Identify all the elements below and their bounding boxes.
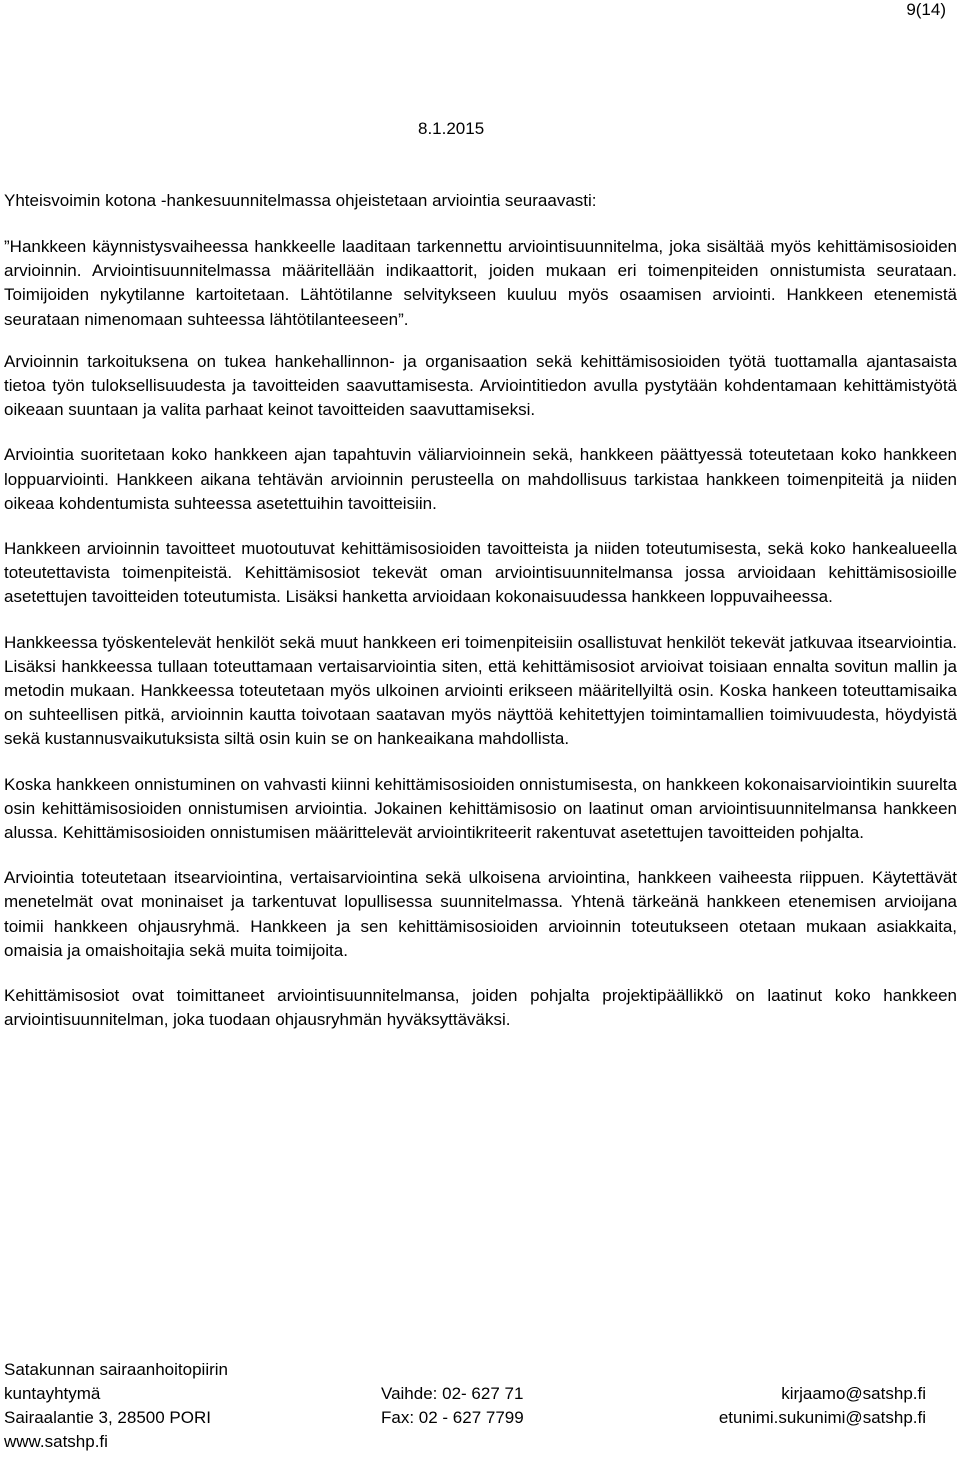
footer-organization <box>4 1358 228 1454</box>
footer-emails <box>719 1382 926 1430</box>
footer-email-pattern: etunimi.sukunimi@satshp.fi <box>718 1408 926 1427</box>
paragraph-quote: ”Hankkeen käynnistysvaiheessa hankkeelle laaditaan tarkennettu arviointisuunnitelma, joka sisältää myös kehittämisosioiden arvioinnin. Arviointisuunnitelmassa määritellään indikaattorit, joiden mukaan eri toimenpiteiden onnistumista seurataan. Toimijoiden nykytilanne kartoitetaan. Lähtötilanne selvitykseen kuuluu myös osaamisen arviointi. Hankkeen etenemistä seurataan nimenomaan suhteessa lähtötilanteeseen”. <box>4 237 957 329</box>
footer-address: Sairaalantie 3, 28500 PORI <box>4 1408 211 1427</box>
document-body <box>4 189 957 1053</box>
footer-email-registry-link[interactable]: kirjaamo@satshp.fi <box>781 1384 926 1403</box>
paragraph: Arviointia toteutetaan itsearviointina, vertaisarviointina sekä ulkoisena arviointina, hankkeen vaiheesta riippuen. Käytettävät menetelmät ovat moninaiset ja tarkentuvat lopullisessa suunnitelmassa. Yhtenä tärkeänä hankkeen etenemisen arvioijana toimii hankkeen ohjausryhmä. Hankkeen ja sen kehittämisosioiden arvioinnin toteutukseen otetaan mukaan asiakkaita, omaisia ja omaishoitajia sekä muita toimijoita. <box>4 868 957 960</box>
document-date: 8.1.2015 <box>418 119 485 138</box>
footer-org-name: Satakunnan sairaanhoitopiirin <box>4 1360 228 1379</box>
footer-website-link[interactable]: www.satshp.fi <box>4 1432 108 1451</box>
intro-line: Yhteisvoimin kotona -hankesuunnitelmassa ohjeistetaan arviointia seuraavasti: <box>4 191 597 210</box>
page-number: 9(14) <box>906 0 946 19</box>
paragraph: Kehittämisosiot ovat toimittaneet arviointisuunnitelmansa, joiden pohjalta projektipäällikkö on laatinut koko hankkeen arviointisuunnitelman, joka tuodaan ohjausryhmän hyväksyttäväksi. <box>4 986 957 1030</box>
footer-phones <box>381 1382 524 1430</box>
paragraph: Arviointia suoritetaan koko hankkeen ajan tapahtuvin väliarvioinnein sekä, hankkeen päättyessä toteutetaan koko hankkeen loppuarviointi. Hankkeen aikana tehtävän arvioinnin perusteella on mahdollisuus tarkistaa hankkeen toimenpiteitä ja niiden oikeaa kohdentumista suhteessa asetettuihin tavoitteisiin. <box>4 445 957 513</box>
paragraph: Hankkeessa työskentelevät henkilöt sekä muut hankkeen eri toimenpiteisiin osallistuvat henkilöt tekevät jatkuvaa itsearviointia. Lisäksi hankkeessa tullaan toteuttamaan vertaisarviointia siten, että kehittämisosiot arvioivat toisiaan ennalta sovitun mallin ja metodin mukaan. Hankkeessa toteutetaan myös ulkoinen arviointi erikseen määritellyiltä osin. Koska hankeen toteuttamisaika on suhteellisen pitkä, arvioinnin kautta toivotaan saatavan myös näyttöä kehitettyjen toimintamallien toimivuudesta, höydyistä sekä kustannusvaikutuksista siltä osin kuin se on hankeaikana mahdollista. <box>4 632 957 749</box>
paragraph: Hankkeen arvioinnin tavoitteet muotoutuvat kehittämisosioiden tavoitteista ja niiden toteutumisesta, sekä koko hankealueella toteutettavista toimenpiteistä. Kehittämisosiot tekevät oman arviointisuunnitelmansa jossa arvioidaan kehittämisosioille asetettujen tavoitteiden toteutumista. Lisäksi hanketta arvioidaan kokonaisuudessa hankkeen loppuvaiheessa. <box>4 539 957 607</box>
page-footer <box>4 1358 926 1458</box>
footer-fax: Fax: 02 - 627 7799 <box>381 1408 524 1427</box>
paragraph: Arvioinnin tarkoituksena on tukea hankehallinnon- ja organisaation sekä kehittämisosioiden työtä tuottamalla ajantasaista tietoa työn tuloksellisuudesta ja tavoitteiden saavuttamisesta. Arviointitiedon avulla pystytään kohdentamaan kehittämistyötä oikeaan suuntaan ja valita parhaat keinot tavoitteiden saavuttamiseksi. <box>4 351 957 420</box>
footer-org-type: kuntayhtymä <box>4 1384 101 1403</box>
paragraph: Koska hankkeen onnistuminen on vahvasti kiinni kehittämisosioiden onnistumisesta, on hankkeen kokonaisarviointikin suurelta osin kehittämisosioiden onnistumisen arviointia. Jokainen kehittämisosio on laatinut oman arviointisuunnitelmansa hankkeen alussa. Kehittämisosioiden onnistumisen määrittelevät arviointikriteerit rakentuvat asetettujen tavoitteiden pohjalta. <box>4 774 957 843</box>
footer-phone: Vaihde: 02- 627 71 <box>381 1384 524 1403</box>
